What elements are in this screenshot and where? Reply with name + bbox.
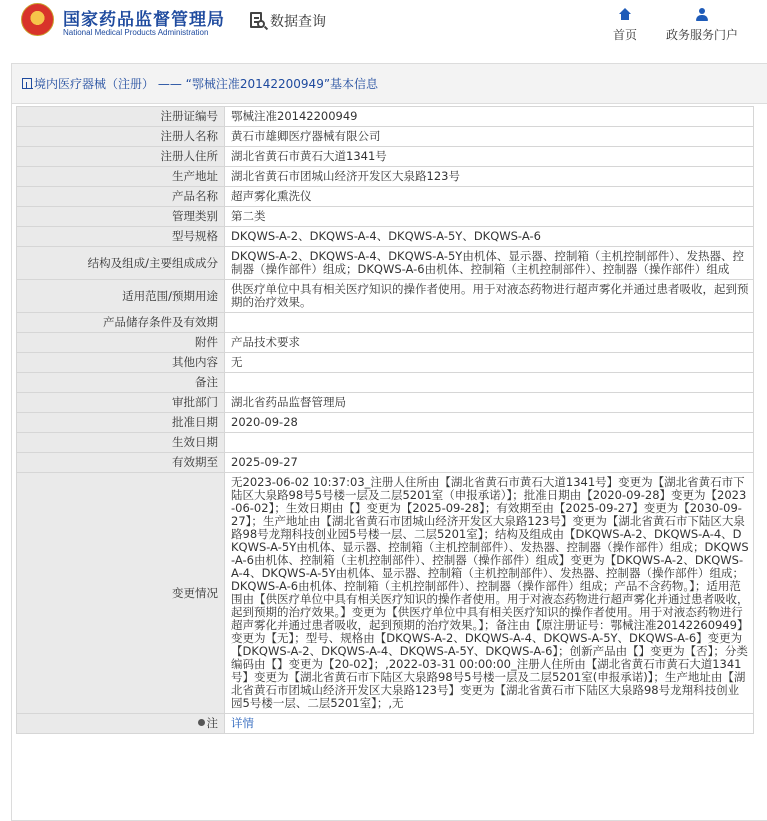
field-value: 湖北省药品监督管理局 — [225, 393, 754, 413]
field-label: 管理类别 — [17, 207, 225, 227]
data-query-icon — [250, 12, 266, 30]
note-label: 注 — [206, 716, 218, 730]
table-row — [17, 473, 754, 714]
user-icon — [695, 8, 709, 22]
table-row — [17, 207, 754, 227]
table-row — [17, 167, 754, 187]
field-value: DKQWS-A-2、DKQWS-A-4、DKQWS-A-5Y、DKQWS-A-6 — [225, 227, 754, 247]
field-label: 产品名称 — [17, 187, 225, 207]
table-row — [17, 413, 754, 433]
field-value: DKQWS-A-2、DKQWS-A-4、DKQWS-A-5Y由机体、显示器、控制箱（主机控制部件）、发热器、控制器（操作部件）组成；DKQWS-A-6由机体、控制箱（主机控制部件）、控制器（操作部件）组成 — [225, 247, 754, 280]
field-value: 超声雾化熏洗仪 — [225, 187, 754, 207]
field-value — [225, 373, 754, 393]
table-row — [17, 393, 754, 413]
table-row — [17, 373, 754, 393]
table-row — [17, 333, 754, 353]
field-label: 注册人住所 — [17, 147, 225, 167]
field-value — [225, 313, 754, 333]
field-value: 2020-09-28 — [225, 413, 754, 433]
field-value: 产品技术要求 — [225, 333, 754, 353]
info-panel — [11, 63, 767, 821]
details-link[interactable]: 详情 — [231, 716, 254, 730]
field-label: 备注 — [17, 373, 225, 393]
field-label: 注册证编号 — [17, 107, 225, 127]
field-label: 结构及组成/主要组成成分 — [17, 247, 225, 280]
home-icon — [618, 8, 632, 22]
nav-home-label: 首页 — [612, 28, 637, 42]
field-value: 第二类 — [225, 207, 754, 227]
nav-home[interactable] — [609, 8, 641, 43]
note-label-cell — [17, 714, 225, 734]
field-value: 无 — [225, 353, 754, 373]
table-row — [17, 107, 754, 127]
site-header — [0, 0, 767, 50]
table-row — [17, 353, 754, 373]
table-row — [17, 247, 754, 280]
table-row — [17, 313, 754, 333]
table-row-note — [17, 714, 754, 734]
field-label: 审批部门 — [17, 393, 225, 413]
field-label: 生产地址 — [17, 167, 225, 187]
table-row — [17, 227, 754, 247]
table-row — [17, 127, 754, 147]
nav-service-portal[interactable] — [662, 8, 742, 43]
brand-name-en[interactable]: National Medical Products Administration — [63, 28, 209, 37]
table-row — [17, 187, 754, 207]
field-value: 无2023-06-02 10:37:03_注册人住所由【湖北省黄石市黄石大道1341号】变更为【湖北省黄石市下陆区大泉路98号5号楼一层及二层5201室（申报承诺）】；批准日期由【2020-09-28】变更为【2023-06-02】；生效日期由【】变更为【2025-09-28】；有效期至由【2025-09-27】变更为【2030-09-27】；生产地址由【湖北省黄石市团城山经济开发区大泉路123号】变更为【湖北省黄石市下陆区大泉路98号龙翔科技创业园5号楼一层、二层5201室】；结构及组成由【DKQWS-A-2、DKQWS-A-4、DKQWS-A-5Y由机体、显示器、控制箱（主机控制部件）、发热器、控制器（操作部件）组成；DKQWS-A-6由机体、控制箱（主机控制部件）、控制器（操作部件）组成】变更为【DKQWS-A-2、DKQWS-A-4、DKQWS-A-5Y由机体、显示器、控制箱（主机控制部件）、发热器、控制器（操作部件）组成；DKQWS-A-6由机体、控制箱（主机控制部件）、控制器（操作部件）组成；产品不含药物。】；适用范围由【供医疗单位中具有相关医疗知识的操作者使用。用于对液态药物进行超声雾化并通过患者吸收，起到预期的治疗效果。】变更为【供医疗单位中具有相关医疗知识的操作者使用。用于对液态药物进行超声雾化并通过患者吸收，起到预期的治疗效果。】；备注由【原注册证号：鄂械注准20142260949】变更为【无】；型号、规格由【DKQWS-A-2、DKQWS-A-4、DKQWS-A-5Y、DKQWS-A-6】变更为【DKQWS-A-2、DKQWS-A-4、DKQWS-A-5Y、DKQWS-A-6】；创新产品由【】变更为【否】；分类编码由【】变更为【20-02】；,2022-03-31 00:00:00_注册人住所由【湖北省黄石市黄石大道1341号】变更为【湖北省黄石市下陆区大泉路98号5号楼一层及二层5201室(申报承诺)】；生产地址由【湖北省黄石市团城山经济开发区大泉路123号】变更为【湖北省黄石市下陆区大泉路98号龙翔科技创业园5号楼一层、二层5201室】；,无 — [225, 473, 754, 714]
field-label: 型号规格 — [17, 227, 225, 247]
field-label: 生效日期 — [17, 433, 225, 453]
field-label: 有效期至 — [17, 453, 225, 473]
field-value: 黄石市雄卿医疗器械有限公司 — [225, 127, 754, 147]
field-value: 湖北省黄石市黄石大道1341号 — [225, 147, 754, 167]
brand-name-cn[interactable]: 国家药品监督管理局 — [63, 10, 225, 30]
breadcrumb-icon — [22, 78, 32, 89]
field-value: 鄂械注准20142200949 — [225, 107, 754, 127]
field-label: 批准日期 — [17, 413, 225, 433]
table-row — [17, 147, 754, 167]
field-label: 适用范围/预期用途 — [17, 280, 225, 313]
field-label: 注册人名称 — [17, 127, 225, 147]
field-label: 附件 — [17, 333, 225, 353]
note-value-cell — [225, 714, 754, 734]
panel-header — [12, 64, 767, 104]
emblem-logo[interactable] — [21, 3, 54, 36]
field-label: 变更情况 — [17, 473, 225, 714]
pin-icon — [198, 719, 205, 726]
field-label: 产品储存条件及有效期 — [17, 313, 225, 333]
field-value — [225, 433, 754, 453]
field-value: 供医疗单位中具有相关医疗知识的操作者使用。用于对液态药物进行超声雾化并通过患者吸收，起到预期的治疗效果。 — [225, 280, 754, 313]
field-value: 湖北省黄石市团城山经济开发区大泉路123号 — [225, 167, 754, 187]
detail-table — [16, 106, 754, 734]
data-query-link[interactable] — [250, 10, 326, 32]
data-query-label: 数据查询 — [270, 14, 326, 30]
table-row — [17, 433, 754, 453]
field-value: 2025-09-27 — [225, 453, 754, 473]
table-row — [17, 453, 754, 473]
nav-portal-label: 政务服务门户 — [665, 28, 738, 42]
field-label: 其他内容 — [17, 353, 225, 373]
breadcrumb: 境内医疗器械（注册） —— “鄂械注准20142200949”基本信息 — [34, 77, 379, 91]
table-row — [17, 280, 754, 313]
